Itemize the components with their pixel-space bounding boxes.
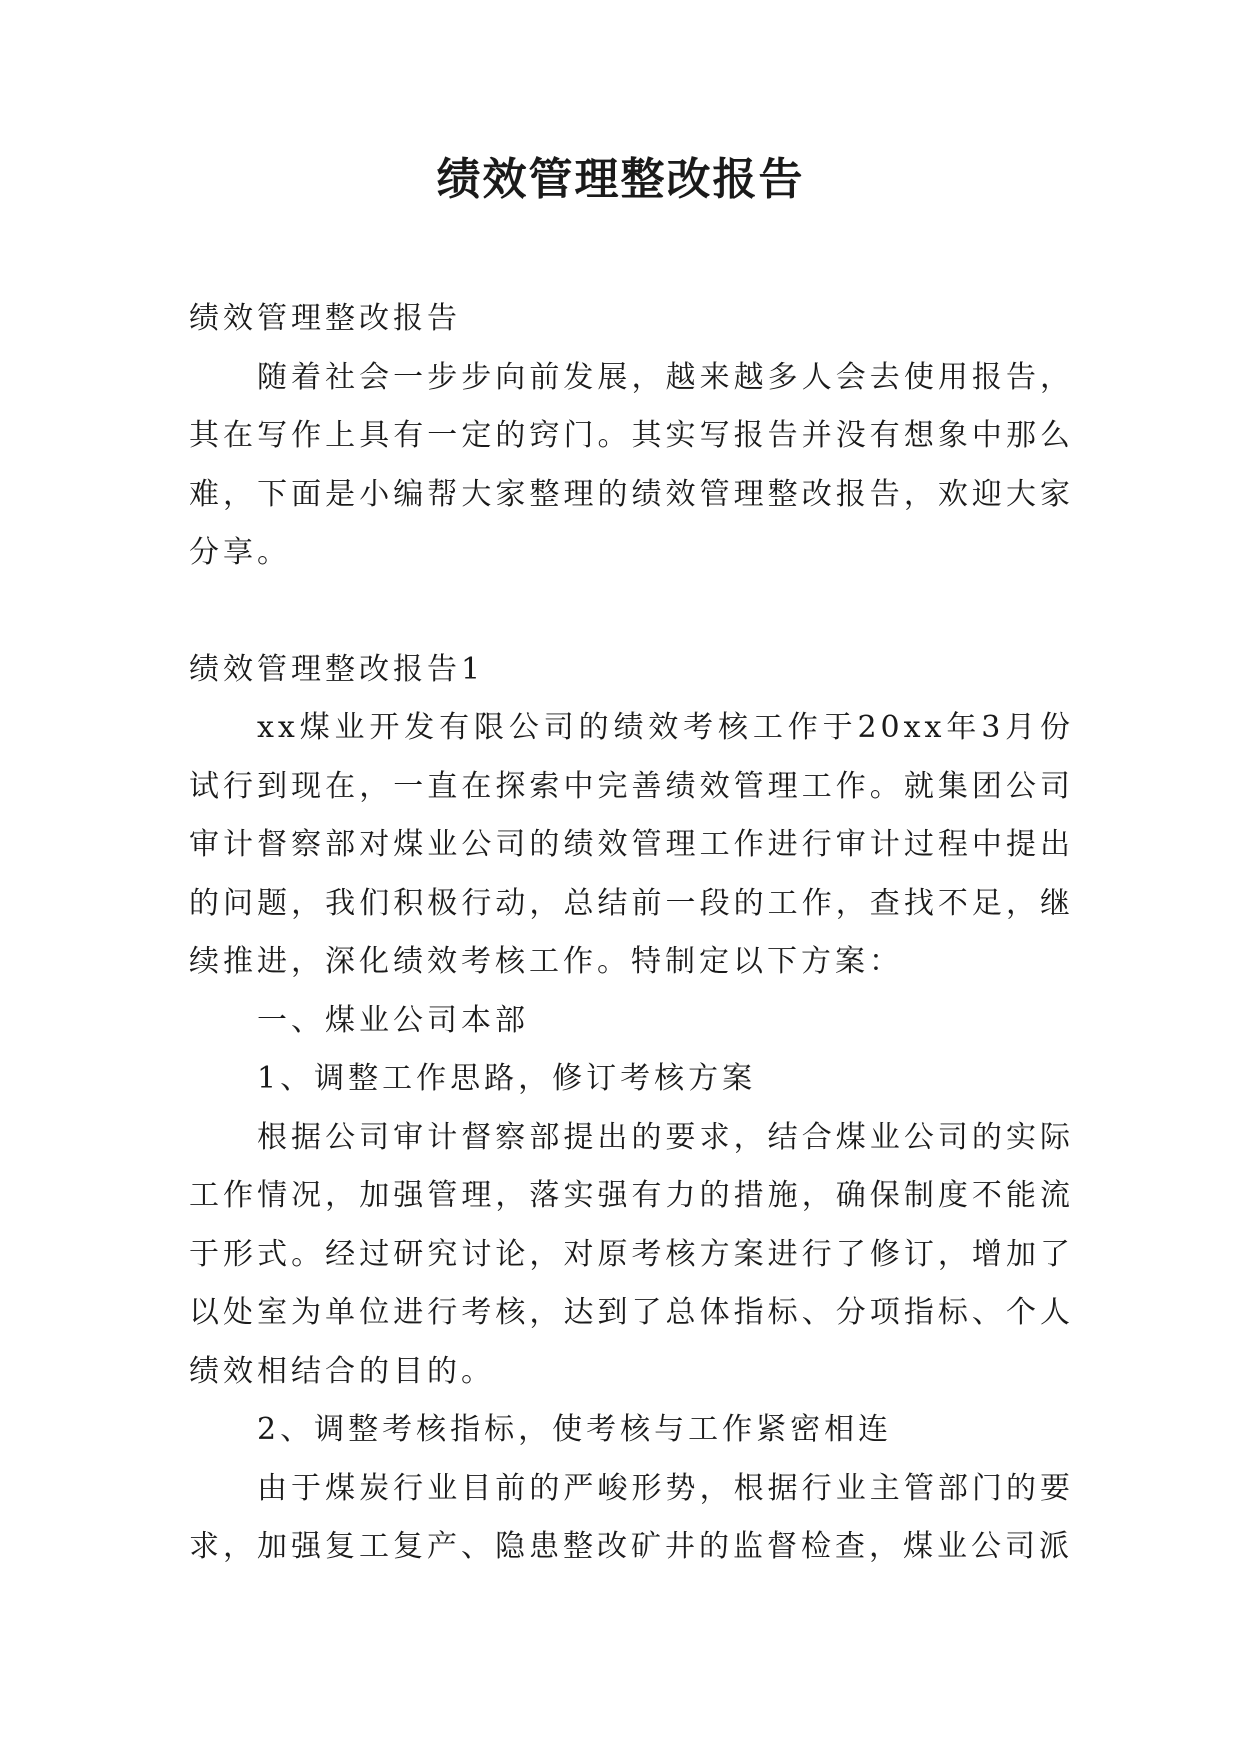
section-spacer — [189, 583, 1074, 641]
document-title: 绩效管理整改报告 — [436, 154, 805, 205]
item-1-heading: 1、调整工作思路，修订考核方案 — [257, 1061, 757, 1096]
item-2-heading: 2、调整考核指标，使考核与工作紧密相连 — [257, 1412, 893, 1447]
subheading-company-hq: 一、煤业公司本部 — [257, 1002, 529, 1038]
document-body — [189, 290, 1074, 1577]
item-1-paragraph: 根据公司审计督察部提出的要求，结合煤业公司的实际工作情况，加强管理，落实强有力的措施，确保制度不能流于形式。经过研究讨论，对原考核方案进行了修订，增加了以处室为单位进行考核，达到了总体指标、分项指标、个人绩效相结合的目的。 — [189, 1119, 1074, 1389]
intro-heading: 绩效管理整改报告 — [189, 301, 461, 336]
section1-heading: 绩效管理整改报告1 — [189, 651, 485, 687]
item-2-paragraph: 由于煤炭行业目前的严峻形势，根据行业主管部门的要求，加强复工复产、隐患整改矿井的监督检查，煤业公司派 — [189, 1470, 1074, 1564]
section1-paragraph: xx煤业开发有限公司的绩效考核工作于20xx年3月份试行到现在，一直在探索中完善绩效管理工作。就集团公司审计督察部对煤业公司的绩效管理工作进行审计过程中提出的问题，我们积极行动，总结前一段的工作，查找不足，继续推进，深化绩效考核工作。特制定以下方案： — [189, 710, 1074, 979]
intro-paragraph: 随着社会一步步向前发展，越来越多人会去使用报告，其在写作上具有一定的窍门。其实写报告并没有想象中那么难，下面是小编帮大家整理的绩效管理整改报告，欢迎大家分享。 — [189, 359, 1074, 570]
